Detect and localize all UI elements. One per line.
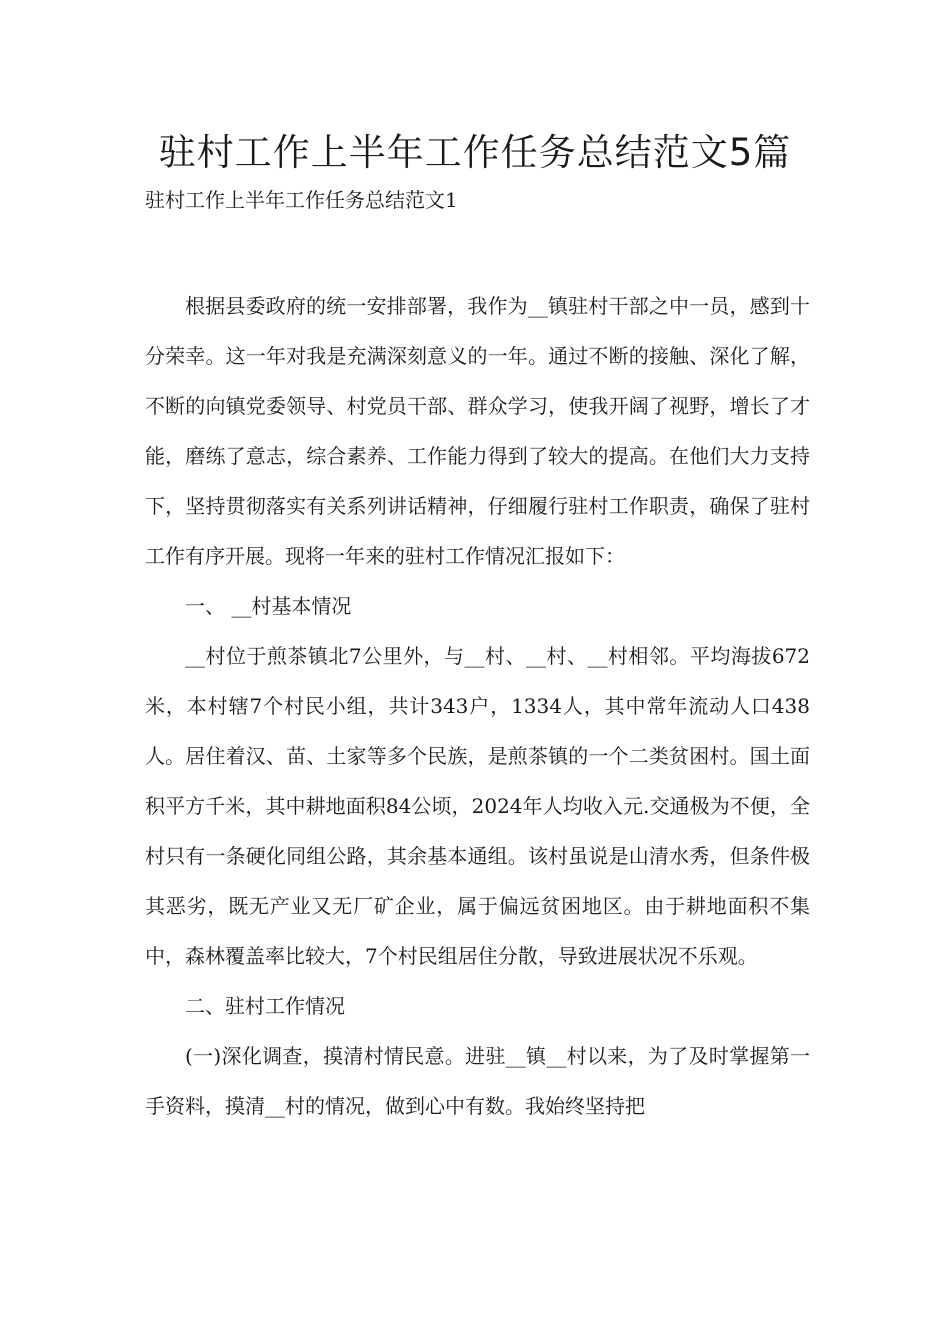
paragraph-village-basics: __村位于煎茶镇北7公里外，与__村、__村、__村相邻。平均海拔672米，本村辖7个村民小组，共计343户，1334人，其中常年流动人口438人。居住着汉、苗、土家等多个民族，是煎茶镇的一个二类贫困村。国土面积平方千米，其中耕地面积84公顷，2024年人均收入元.交通极为不便，全村只有一条硬化同组公路，其余基本通组。该村虽说是山清水秀，但条件极其恶劣，既无产业又无厂矿企业，属于偏远贫困地区。由于耕地面积不集中，森林覆盖率比较大，7个村民组居住分散，导致进展状况不乐观。 xyxy=(145,644,810,968)
document-subtitle: 驻村工作上半年工作任务总结范文1 xyxy=(145,188,458,212)
section-heading-work-status: 二、驻村工作情况 xyxy=(185,994,345,1018)
section-heading-village-basics: 一、 __村基本情况 xyxy=(185,594,352,618)
paragraph-intro: 根据县委政府的统一安排部署，我作为__镇驻村干部之中一员，感到十分荣幸。这一年对我是充满深刻意义的一年。通过不断的接触、深化了解，不断的向镇党委领导、村党员干部、群众学习，使我开阔了视野，增长了才能，磨练了意志，综合素养、工作能力得到了较大的提高。在他们大力支持下，坚持贯彻落实有关系列讲话精神，仔细履行驻村工作职责，确保了驻村工作有序开展。现将一年来的驻村工作情况汇报如下： xyxy=(145,294,810,568)
document-title: 驻村工作上半年工作任务总结范文5篇 xyxy=(158,131,792,174)
paragraph-investigation: (一)深化调查，摸清村情民意。进驻__镇__村以来，为了及时掌握第一手资料，摸清__村的情况，做到心中有数。我始终坚持把 xyxy=(145,1044,810,1118)
document-body xyxy=(145,281,810,1131)
